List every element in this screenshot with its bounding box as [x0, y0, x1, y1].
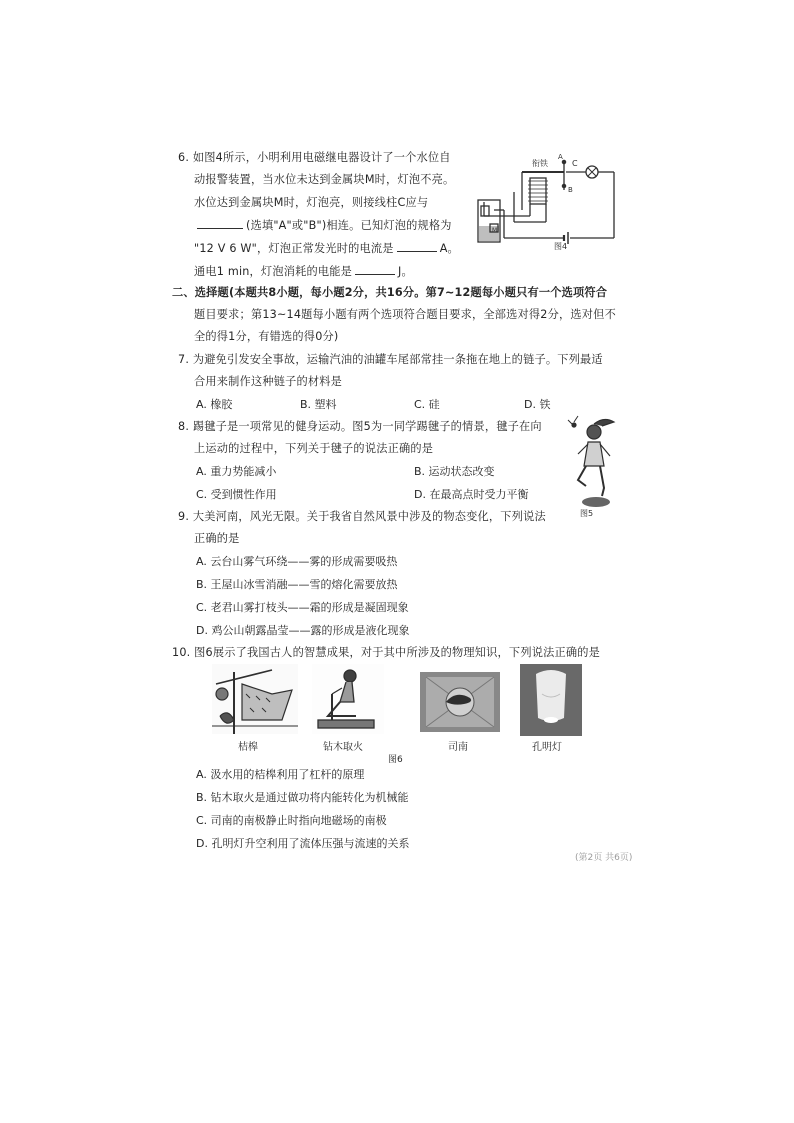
q6-line-1: 6. 如图4所示，小明利用电磁继电器设计了一个水位自: [178, 151, 451, 164]
figure-5-caption: 图5: [580, 509, 594, 518]
figure-6-caption: 图6: [388, 755, 403, 765]
q6-line-6-unit: J。: [398, 265, 413, 278]
image-zuanmu-quhuo: [312, 664, 384, 734]
q7-line-1: 7. 为避免引发安全事故，运输汽油的油罐车尾部常挂一条拖在地上的链子。下列最适: [178, 353, 603, 366]
q8-option-b: B. 运动状态改变: [414, 465, 495, 478]
q7-option-d: D. 铁: [524, 398, 551, 411]
label-contact-b: B: [568, 186, 573, 194]
electromagnet-core: [530, 178, 546, 204]
image-sinan-compass: [420, 672, 500, 732]
q10-option-c: C. 司南的南极静止时指向地磁场的南极: [196, 814, 387, 827]
figure-4-circuit-diagram: [474, 150, 620, 250]
q6-line-2: 动报警装置，当水位未达到金属块M时，灯泡不亮。: [194, 173, 455, 186]
q6-line-3: 水位达到金属块M时，灯泡亮，则接线柱C应与: [194, 196, 429, 209]
q10-option-d: D. 孔明灯升空利用了流体压强与流速的关系: [196, 837, 410, 850]
q7-line-2: 合用来制作这种链子的材料是: [194, 375, 343, 388]
q8-option-c: C. 受到惯性作用: [196, 488, 277, 501]
image-kongming-lantern: [520, 664, 582, 736]
section-2-line-1: 二、选择题(本题共8小题，每小题2分，共16分。第7~12题每小题只有一个选项符合: [172, 286, 608, 299]
image-caption-jiegao: 桔槔: [238, 742, 258, 753]
q8-line-1: 8. 踢毽子是一项常见的健身运动。图5为一同学踢毽子的情景，毽子在向: [178, 420, 542, 433]
q10-option-a: A. 汲水用的桔槔利用了杠杆的原理: [196, 768, 365, 781]
q6-line-4: [194, 218, 452, 234]
figure-5-shuttlecock-girl: [562, 410, 622, 520]
q9-option-b: B. 王屋山冰雪消融——雪的熔化需要放热: [196, 578, 398, 591]
q9-option-c: C. 老君山雾打枝头——霜的形成是凝固现象: [196, 601, 409, 614]
answer-blank: [355, 264, 395, 275]
q7-option-c: C. 硅: [414, 398, 440, 411]
q10-line-1: 10. 图6展示了我国古人的智慧成果，对于其中所涉及的物理知识，下列说法正确的是: [172, 646, 601, 659]
label-metal-m: M: [492, 227, 498, 234]
section-2-line-3: 全的得1分，有错选的得0分): [194, 330, 339, 343]
q9-line-1: 9. 大美河南，风光无限。关于我省自然风景中涉及的物态变化，下列说法: [178, 510, 546, 523]
q10-option-b: B. 钻木取火是通过做功将内能转化为机械能: [196, 791, 409, 804]
image-caption-sinan: 司南: [448, 742, 468, 753]
label-contact-a: A: [558, 153, 563, 161]
answer-blank: [397, 241, 437, 252]
q8-line-2: 上运动的过程中，下列关于毽子的说法正确的是: [194, 442, 434, 455]
answer-blank: [197, 218, 243, 229]
q7-option-b: B. 塑料: [300, 398, 337, 411]
q6-line-6-text: 通电1 min，灯泡消耗的电能是: [194, 265, 353, 278]
q8-option-d: D. 在最高点时受力平衡: [414, 488, 529, 501]
q9-option-d: D. 鸡公山朝露晶莹——露的形成是液化现象: [196, 624, 410, 637]
q6-line-6: [194, 264, 413, 280]
q6-line-5-text: "12 V 6 W"，灯泡正常发光时的电流是: [194, 242, 394, 255]
q6-line-5: [194, 241, 459, 257]
label-tiexin: 衔铁: [532, 159, 548, 168]
section-2-line-2: 题目要求；第13~14题每小题有两个选项符合题目要求，全部选对得2分，选对但不: [194, 308, 616, 321]
image-jiegao-well-sweep: [212, 664, 298, 734]
q8-option-a: A. 重力势能减小: [196, 465, 277, 478]
q7-option-a: A. 橡胶: [196, 398, 233, 411]
q6-line-5-unit: A。: [439, 242, 459, 255]
label-terminal-c: C: [572, 159, 578, 168]
image-caption-kongming-lantern: 孔明灯: [532, 742, 562, 753]
figure-4-caption: 图4: [554, 242, 568, 250]
q9-line-2: 正确的是: [194, 532, 240, 545]
image-caption-zuanmu-quhuo: 钻木取火: [323, 742, 363, 753]
q9-option-a: A. 云台山雾气环绕——雾的形成需要吸热: [196, 555, 398, 568]
page-footer: (第2页 共6页): [575, 853, 633, 863]
q6-line-4-text: (选填"A"或"B")相连。已知灯泡的规格为: [246, 219, 452, 232]
